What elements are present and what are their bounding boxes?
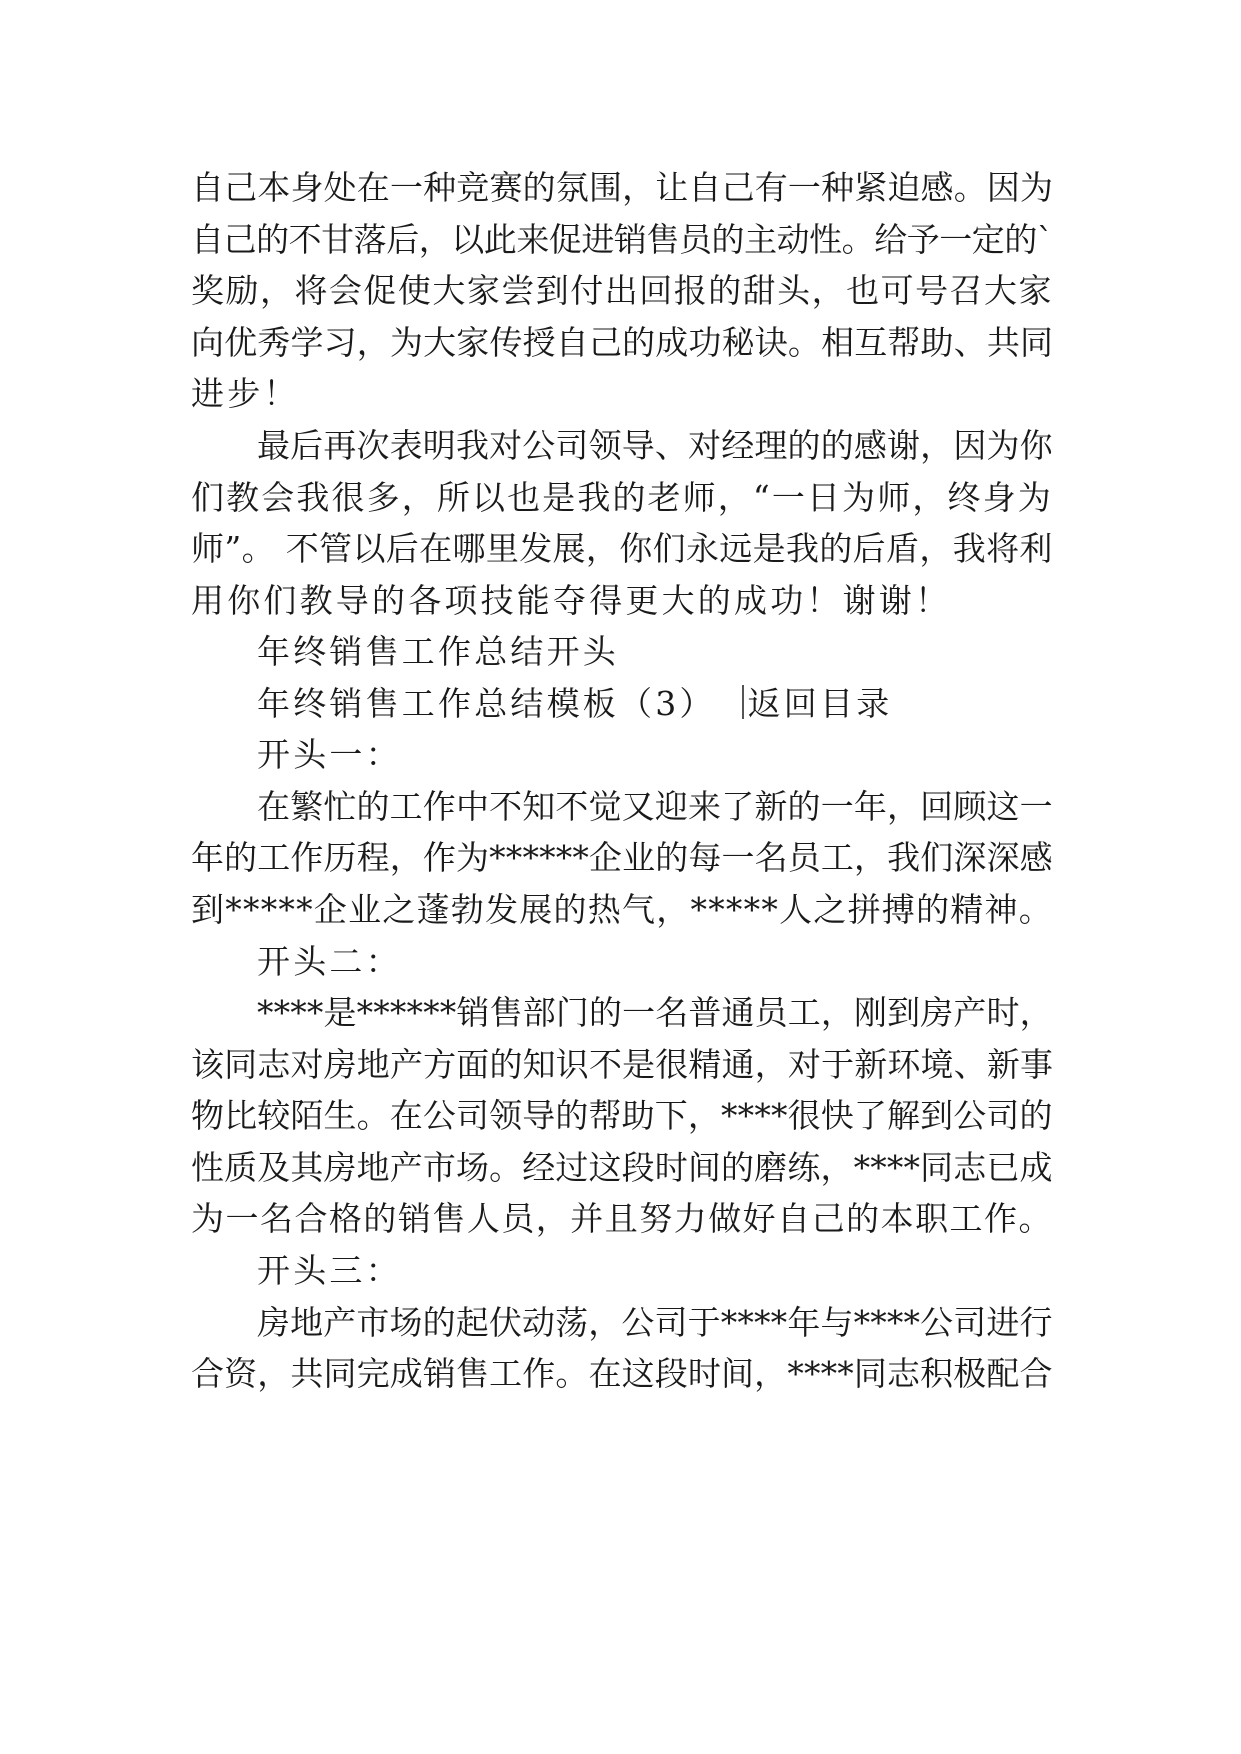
paragraph-line: 合资，共同完成销售工作。在这段时间，****同志积极配合 (191, 1354, 1053, 1393)
paragraph-line: 为一名合格的销售人员，并且努力做好自己的本职工作。 (191, 1199, 1053, 1238)
paragraph-line: 自己本身处在一种竞赛的氛围，让自己有一种紧迫感。因为 (191, 168, 1054, 207)
opening-heading: 开头三： (257, 1251, 402, 1290)
opening-heading: 开头一： (257, 735, 402, 774)
paragraph-line: 年的工作历程，作为******企业的每一名员工，我们深深感 (191, 838, 1053, 877)
paragraph-line: 自己的不甘落后，以此来促进销售员的主动性。给予一定的` (191, 220, 1053, 259)
paragraph-line: 到*****企业之蓬勃发展的热气，*****人之拼搏的精神。 (191, 890, 1053, 929)
paragraph-line: 物比较陌生。在公司领导的帮助下，****很快了解到公司的 (191, 1096, 1053, 1135)
back-to-toc-link[interactable]: 返回目录 (747, 684, 893, 723)
section-title: 年终销售工作总结开头 (257, 632, 619, 671)
paragraph-line: 向优秀学习，为大家传授自己的成功秘诀。相互帮助、共同 (191, 323, 1054, 362)
paragraph-line: 性质及其房地产市场。经过这段时间的磨练，****同志已成 (191, 1148, 1053, 1187)
paragraph-line: 进步！ (191, 374, 300, 413)
paragraph-line: 最后再次表明我对公司领导、对经理的的感谢，因为你 (257, 426, 1053, 465)
paragraph-line: 该同志对房地产方面的知识不是很精通，对于新环境、新事 (191, 1045, 1054, 1084)
toc-entry-title: 年终销售工作总结模板（3） (257, 684, 716, 723)
paragraph-line: ****是******销售部门的一名普通员工，刚到房产时， (257, 993, 1053, 1032)
paragraph-line: 师”。 不管以后在哪里发展，你们永远是我的后盾，我将利 (191, 529, 1053, 568)
paragraph-line: 们教会我很多，所以也是我的老师，“一日为师，终身为 (191, 478, 1053, 517)
paragraph-line: 奖励，将会促使大家尝到付出回报的甜头，也可号召大家 (191, 271, 1053, 310)
paragraph-line: 房地产市场的起伏动荡，公司于****年与****公司进行 (257, 1303, 1053, 1342)
paragraph-line: 用你们教导的各项技能夺得更大的成功！谢谢！ (191, 581, 952, 620)
toc-separator (742, 685, 744, 719)
opening-heading: 开头二： (257, 942, 402, 981)
paragraph-line: 在繁忙的工作中不知不觉又迎来了新的一年，回顾这一 (257, 787, 1053, 826)
